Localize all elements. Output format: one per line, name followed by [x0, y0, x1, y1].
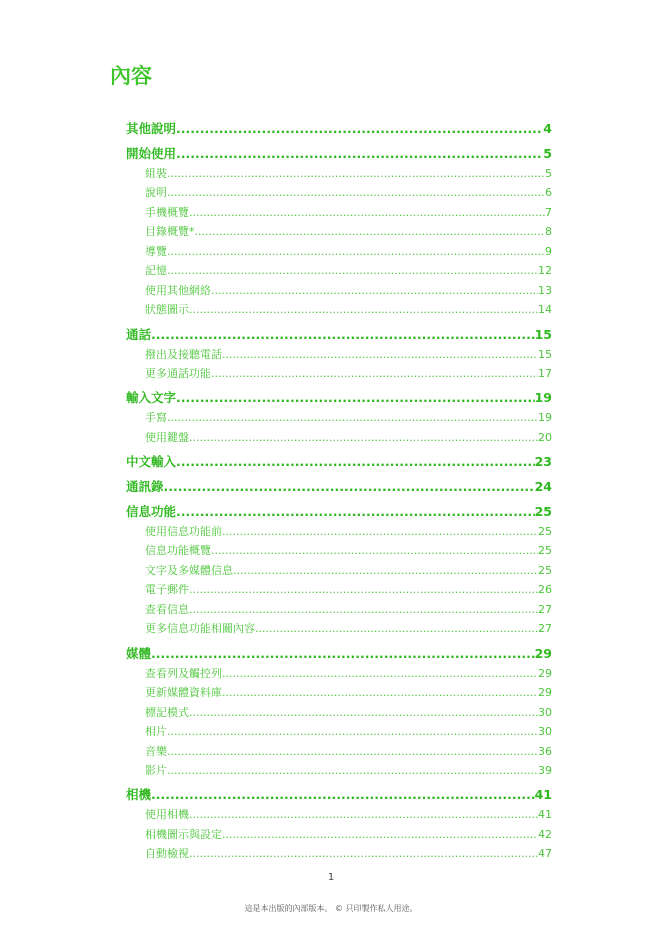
dot-leader — [222, 664, 538, 684]
toc-entry-label: 開始使用 — [126, 145, 177, 161]
toc-subsection-entry[interactable] — [126, 300, 552, 320]
toc-entry-label: 相機 — [126, 787, 152, 803]
dot-leader — [167, 164, 545, 184]
toc-entry-label: 導覽 — [145, 244, 167, 258]
toc-subsection-entry[interactable] — [126, 364, 552, 384]
toc-subsection-entry[interactable] — [126, 722, 552, 742]
toc-entry-page: 47 — [538, 847, 552, 861]
toc-entry-label: 標記模式 — [145, 705, 189, 719]
toc-entry-label: 說明 — [145, 186, 167, 200]
dot-leader — [176, 388, 535, 408]
toc-chapter-entry[interactable] — [126, 785, 552, 805]
dot-leader — [222, 522, 538, 542]
dot-leader — [189, 428, 538, 448]
toc-entry-page: 19 — [538, 411, 552, 425]
toc-entry-page: 29 — [534, 645, 552, 661]
toc-entry-label: 自動檢視 — [145, 847, 189, 861]
toc-entry-label: 音樂 — [145, 744, 167, 758]
footer-note: 這是本出版的內部版本。 © 只印製作私人用途。 — [244, 904, 418, 913]
toc-entry-page: 41 — [534, 787, 552, 803]
dot-leader — [167, 408, 538, 428]
toc-entry-page: 25 — [538, 563, 552, 577]
toc-entry-label: 記憶 — [145, 264, 167, 278]
dot-leader — [151, 644, 535, 664]
toc-section — [126, 502, 552, 639]
dot-leader — [176, 502, 535, 522]
toc-entry-page: 6 — [545, 186, 552, 200]
dot-leader — [164, 477, 535, 497]
toc-subsection-entry[interactable] — [126, 242, 552, 262]
toc-entry-label: 影片 — [145, 764, 167, 778]
toc-entry-page: 8 — [545, 225, 552, 239]
toc-section — [126, 452, 552, 472]
toc-entry-page: 13 — [538, 283, 552, 297]
toc-chapter-entry[interactable] — [126, 452, 552, 472]
toc-section — [126, 388, 552, 447]
table-of-contents — [126, 119, 552, 869]
toc-subsection-entry[interactable] — [126, 703, 552, 723]
toc-section — [126, 144, 552, 320]
toc-subsection-entry[interactable] — [126, 183, 552, 203]
toc-entry-label: 通話 — [126, 326, 152, 342]
toc-entry-label: 手寫 — [145, 411, 167, 425]
dot-leader — [189, 600, 538, 620]
dot-leader — [255, 619, 538, 639]
toc-entry-label: 狀態圖示 — [145, 303, 189, 317]
toc-chapter-entry[interactable] — [126, 644, 552, 664]
toc-entry-page: 27 — [538, 622, 552, 636]
toc-entry-label: 電子郵件 — [145, 583, 189, 597]
toc-chapter-entry[interactable] — [126, 144, 552, 164]
toc-subsection-entry[interactable] — [126, 825, 552, 845]
toc-entry-page: 7 — [545, 205, 552, 219]
dot-leader — [189, 703, 538, 723]
toc-chapter-entry[interactable] — [126, 325, 552, 345]
toc-entry-page: 15 — [538, 347, 552, 361]
toc-entry-page: 14 — [538, 303, 552, 317]
toc-subsection-entry[interactable] — [126, 522, 552, 542]
toc-entry-label: 查看列及觸控列 — [145, 666, 222, 680]
toc-entry-label: 文字及多媒體信息 — [145, 563, 233, 577]
toc-subsection-entry[interactable] — [126, 619, 552, 639]
toc-subsection-entry[interactable] — [126, 541, 552, 561]
toc-entry-page: 20 — [538, 430, 552, 444]
page-number: 1 — [327, 872, 335, 883]
toc-entry-label: 信息功能概覽 — [145, 544, 211, 558]
toc-entry-label: 信息功能 — [126, 503, 177, 519]
toc-entry-page: 24 — [534, 478, 552, 494]
toc-entry-label: 更新媒體資料庫 — [145, 686, 222, 700]
toc-subsection-entry[interactable] — [126, 664, 552, 684]
toc-entry-label: 相片 — [145, 725, 167, 739]
toc-entry-label: 使用相機 — [145, 808, 189, 822]
toc-subsection-entry[interactable] — [126, 408, 552, 428]
dot-leader — [189, 844, 538, 864]
dot-leader — [211, 364, 538, 384]
dot-leader — [195, 222, 546, 242]
dot-leader — [189, 580, 538, 600]
toc-subsection-entry[interactable] — [126, 844, 552, 864]
toc-subsection-entry[interactable] — [126, 281, 552, 301]
toc-entry-label: 目錄概覽* — [145, 225, 195, 239]
toc-entry-label: 輸入文字 — [126, 390, 177, 406]
dot-leader — [211, 541, 538, 561]
toc-entry-label: 相機圖示與設定 — [145, 827, 222, 841]
dot-leader — [167, 183, 545, 203]
toc-entry-page: 42 — [538, 827, 552, 841]
dot-leader — [189, 805, 538, 825]
toc-chapter-entry[interactable] — [126, 502, 552, 522]
dot-leader — [222, 683, 538, 703]
dot-leader — [176, 119, 543, 139]
toc-subsection-entry[interactable] — [126, 561, 552, 581]
toc-entry-label: 通訊錄 — [126, 478, 164, 494]
toc-entry-label: 其他說明 — [126, 121, 177, 136]
toc-entry-label: 使用其他網絡 — [145, 283, 211, 297]
dot-leader — [211, 281, 538, 301]
dot-leader — [167, 242, 545, 262]
toc-subsection-entry[interactable] — [126, 203, 552, 223]
toc-entry-page: 30 — [538, 705, 552, 719]
toc-section — [126, 325, 552, 384]
toc-subsection-entry[interactable] — [126, 683, 552, 703]
toc-section — [126, 785, 552, 864]
toc-entry-page: 41 — [538, 808, 552, 822]
toc-subsection-entry[interactable] — [126, 580, 552, 600]
toc-entry-page: 4 — [543, 121, 552, 136]
toc-entry-label: 查看信息 — [145, 602, 189, 616]
page-title: 內容 — [110, 64, 152, 88]
toc-entry-page: 25 — [534, 503, 552, 519]
toc-entry-label: 使用信息功能前 — [145, 524, 222, 538]
toc-entry-page: 26 — [538, 583, 552, 597]
dot-leader — [167, 761, 538, 781]
toc-entry-label: 手機概覽 — [145, 205, 189, 219]
toc-entry-label: 撥出及接聽電話 — [145, 347, 222, 361]
toc-entry-page: 19 — [534, 390, 552, 406]
toc-entry-page: 12 — [538, 264, 552, 278]
toc-entry-label: 更多信息功能相關內容 — [145, 622, 255, 636]
toc-subsection-entry[interactable] — [126, 600, 552, 620]
dot-leader — [233, 561, 538, 581]
dot-leader — [222, 825, 538, 845]
toc-entry-label: 中文輸入 — [126, 454, 177, 470]
toc-entry-page: 23 — [534, 454, 552, 470]
toc-subsection-entry[interactable] — [126, 164, 552, 184]
toc-subsection-entry[interactable] — [126, 428, 552, 448]
dot-leader — [167, 722, 538, 742]
toc-subsection-entry[interactable] — [126, 261, 552, 281]
toc-subsection-entry[interactable] — [126, 345, 552, 365]
dot-leader — [189, 203, 545, 223]
toc-subsection-entry[interactable] — [126, 761, 552, 781]
toc-section — [126, 477, 552, 497]
toc-entry-label: 更多通話功能 — [145, 367, 211, 381]
toc-section — [126, 119, 552, 139]
toc-chapter-entry[interactable] — [126, 119, 552, 139]
toc-entry-label: 使用鍵盤 — [145, 430, 189, 444]
toc-entry-page: 5 — [545, 166, 552, 180]
toc-entry-page: 25 — [538, 524, 552, 538]
toc-entry-label: 組裝 — [145, 166, 167, 180]
toc-entry-page: 27 — [538, 602, 552, 616]
toc-entry-page: 36 — [538, 744, 552, 758]
toc-entry-page: 25 — [538, 544, 552, 558]
dot-leader — [151, 325, 535, 345]
dot-leader — [151, 785, 535, 805]
toc-section — [126, 644, 552, 781]
toc-entry-page: 29 — [538, 666, 552, 680]
toc-entry-page: 30 — [538, 725, 552, 739]
dot-leader — [189, 300, 538, 320]
dot-leader — [167, 742, 538, 762]
toc-entry-page: 17 — [538, 367, 552, 381]
toc-entry-page: 9 — [545, 244, 552, 258]
toc-entry-label: 媒體 — [126, 645, 152, 661]
toc-subsection-entry[interactable] — [126, 805, 552, 825]
dot-leader — [176, 452, 535, 472]
dot-leader — [176, 144, 543, 164]
dot-leader — [167, 261, 538, 281]
toc-entry-page: 39 — [538, 764, 552, 778]
toc-entry-page: 5 — [543, 145, 552, 161]
toc-chapter-entry[interactable] — [126, 388, 552, 408]
toc-entry-page: 29 — [538, 686, 552, 700]
toc-chapter-entry[interactable] — [126, 477, 552, 497]
dot-leader — [222, 345, 538, 365]
toc-entry-page: 15 — [534, 326, 552, 342]
toc-subsection-entry[interactable] — [126, 742, 552, 762]
toc-subsection-entry[interactable] — [126, 222, 552, 242]
